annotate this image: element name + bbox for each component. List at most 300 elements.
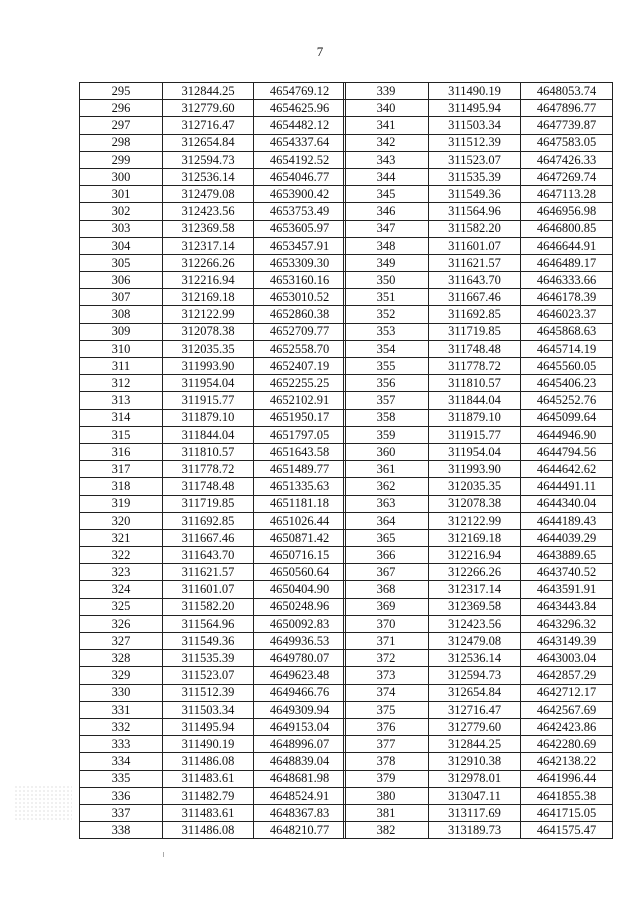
table-row (344, 804, 613, 821)
table-row (344, 151, 613, 168)
x-coordinate-cell: 312479.08 (163, 186, 254, 203)
point-number-cell: 372 (344, 650, 429, 667)
x-coordinate-cell: 311535.39 (163, 650, 254, 667)
x-coordinate-cell: 311993.90 (163, 358, 254, 375)
y-coordinate-cell: 4644491.11 (521, 478, 613, 495)
table-row (344, 375, 613, 392)
x-coordinate-cell: 312594.73 (163, 151, 254, 168)
point-number-cell: 315 (80, 426, 163, 443)
table-row (344, 701, 613, 718)
point-number-cell: 303 (80, 220, 163, 237)
table-row (344, 426, 613, 443)
table-row (344, 289, 613, 306)
x-coordinate-cell: 311582.20 (429, 220, 521, 237)
y-coordinate-cell: 4645406.23 (521, 375, 613, 392)
x-coordinate-cell: 312266.26 (163, 254, 254, 271)
point-number-cell: 327 (80, 633, 163, 650)
point-number-cell: 343 (344, 151, 429, 168)
point-number-cell: 373 (344, 667, 429, 684)
point-number-cell: 364 (344, 512, 429, 529)
table-row (80, 254, 346, 271)
table-row (344, 753, 613, 770)
table-row (80, 83, 346, 100)
point-number-cell: 321 (80, 529, 163, 546)
y-coordinate-cell: 4650871.42 (254, 529, 346, 546)
y-coordinate-cell: 4644642.62 (521, 461, 613, 478)
point-number-cell: 336 (80, 787, 163, 804)
point-number-cell: 368 (344, 581, 429, 598)
y-coordinate-cell: 4647113.28 (521, 186, 613, 203)
x-coordinate-cell: 311954.04 (163, 375, 254, 392)
point-number-cell: 370 (344, 615, 429, 632)
point-number-cell: 381 (344, 804, 429, 821)
y-coordinate-cell: 4644039.29 (521, 529, 613, 546)
point-number-cell: 354 (344, 340, 429, 357)
point-number-cell: 359 (344, 426, 429, 443)
x-coordinate-cell: 313047.11 (429, 787, 521, 804)
table-row (344, 564, 613, 581)
y-coordinate-cell: 4648996.07 (254, 736, 346, 753)
point-number-cell: 350 (344, 272, 429, 289)
y-coordinate-cell: 4650248.96 (254, 598, 346, 615)
x-coordinate-cell: 312716.47 (429, 701, 521, 718)
y-coordinate-cell: 4642280.69 (521, 736, 613, 753)
table-row (80, 220, 346, 237)
x-coordinate-cell: 312779.60 (429, 718, 521, 735)
point-number-cell: 320 (80, 512, 163, 529)
y-coordinate-cell: 4647583.05 (521, 134, 613, 151)
table-row (344, 272, 613, 289)
y-coordinate-cell: 4645099.64 (521, 409, 613, 426)
point-number-cell: 357 (344, 392, 429, 409)
x-coordinate-cell: 311483.61 (163, 804, 254, 821)
point-number-cell: 313 (80, 392, 163, 409)
y-coordinate-cell: 4653010.52 (254, 289, 346, 306)
y-coordinate-cell: 4651489.77 (254, 461, 346, 478)
table-row (344, 306, 613, 323)
point-number-cell: 379 (344, 770, 429, 787)
y-coordinate-cell: 4643003.04 (521, 650, 613, 667)
x-coordinate-cell: 311719.85 (163, 495, 254, 512)
point-number-cell: 374 (344, 684, 429, 701)
x-coordinate-cell: 312122.99 (429, 512, 521, 529)
x-coordinate-cell: 311490.19 (429, 83, 521, 100)
table-row (80, 736, 346, 753)
table-row (80, 667, 346, 684)
table-row (344, 409, 613, 426)
table-row (344, 581, 613, 598)
table-row (344, 168, 613, 185)
point-number-cell: 377 (344, 736, 429, 753)
table-row (80, 168, 346, 185)
table-row (80, 598, 346, 615)
y-coordinate-cell: 4648367.83 (254, 804, 346, 821)
y-coordinate-cell: 4646333.66 (521, 272, 613, 289)
table-row (80, 564, 346, 581)
table-row (80, 237, 346, 254)
y-coordinate-cell: 4654769.12 (254, 83, 346, 100)
y-coordinate-cell: 4653457.91 (254, 237, 346, 254)
scan-artifact-mark (163, 852, 164, 857)
x-coordinate-cell: 313189.73 (429, 822, 521, 839)
y-coordinate-cell: 4650092.83 (254, 615, 346, 632)
x-coordinate-cell: 311643.70 (429, 272, 521, 289)
y-coordinate-cell: 4645560.05 (521, 358, 613, 375)
point-number-cell: 324 (80, 581, 163, 598)
x-coordinate-cell: 311512.39 (163, 684, 254, 701)
table-row (80, 822, 346, 839)
y-coordinate-cell: 4649780.07 (254, 650, 346, 667)
x-coordinate-cell: 311993.90 (429, 461, 521, 478)
point-number-cell: 348 (344, 237, 429, 254)
y-coordinate-cell: 4651950.17 (254, 409, 346, 426)
y-coordinate-cell: 4651181.18 (254, 495, 346, 512)
point-number-cell: 297 (80, 117, 163, 134)
x-coordinate-cell: 312779.60 (163, 100, 254, 117)
y-coordinate-cell: 4652558.70 (254, 340, 346, 357)
table-row (344, 186, 613, 203)
point-number-cell: 380 (344, 787, 429, 804)
point-number-cell: 366 (344, 547, 429, 564)
point-number-cell: 319 (80, 495, 163, 512)
point-number-cell: 382 (344, 822, 429, 839)
x-coordinate-cell: 311621.57 (163, 564, 254, 581)
x-coordinate-cell: 311844.04 (429, 392, 521, 409)
y-coordinate-cell: 4647269.74 (521, 168, 613, 185)
point-number-cell: 365 (344, 529, 429, 546)
x-coordinate-cell: 311486.08 (163, 822, 254, 839)
x-coordinate-cell: 311490.19 (163, 736, 254, 753)
table-row (80, 701, 346, 718)
y-coordinate-cell: 4641855.38 (521, 787, 613, 804)
y-coordinate-cell: 4651026.44 (254, 512, 346, 529)
table-row (80, 409, 346, 426)
y-coordinate-cell: 4648524.91 (254, 787, 346, 804)
table-row (344, 650, 613, 667)
y-coordinate-cell: 4643889.65 (521, 547, 613, 564)
table-row (80, 100, 346, 117)
table-row (80, 770, 346, 787)
table-row (80, 461, 346, 478)
x-coordinate-cell: 312035.35 (429, 478, 521, 495)
x-coordinate-cell: 312317.14 (163, 237, 254, 254)
y-coordinate-cell: 4653605.97 (254, 220, 346, 237)
x-coordinate-cell: 312169.18 (429, 529, 521, 546)
point-number-cell: 318 (80, 478, 163, 495)
table-row (344, 529, 613, 546)
x-coordinate-cell: 311483.61 (163, 770, 254, 787)
point-number-cell: 295 (80, 83, 163, 100)
point-number-cell: 308 (80, 306, 163, 323)
table-row (344, 598, 613, 615)
point-number-cell: 302 (80, 203, 163, 220)
table-row (80, 718, 346, 735)
table-row (80, 375, 346, 392)
table-row (344, 254, 613, 271)
x-coordinate-cell: 311719.85 (429, 323, 521, 340)
table-row (80, 753, 346, 770)
point-number-cell: 317 (80, 461, 163, 478)
y-coordinate-cell: 4651643.58 (254, 443, 346, 460)
x-coordinate-cell: 311549.36 (163, 633, 254, 650)
table-row (344, 100, 613, 117)
x-coordinate-cell: 311482.79 (163, 787, 254, 804)
y-coordinate-cell: 4646644.91 (521, 237, 613, 254)
table-row (344, 220, 613, 237)
table-row (80, 117, 346, 134)
y-coordinate-cell: 4641715.05 (521, 804, 613, 821)
point-number-cell: 346 (344, 203, 429, 220)
x-coordinate-cell: 311844.04 (163, 426, 254, 443)
point-number-cell: 378 (344, 753, 429, 770)
point-number-cell: 322 (80, 547, 163, 564)
x-coordinate-cell: 312978.01 (429, 770, 521, 787)
y-coordinate-cell: 4642857.29 (521, 667, 613, 684)
table-row (344, 615, 613, 632)
x-coordinate-cell: 312266.26 (429, 564, 521, 581)
table-row (80, 684, 346, 701)
x-coordinate-cell: 311778.72 (163, 461, 254, 478)
y-coordinate-cell: 4644340.04 (521, 495, 613, 512)
y-coordinate-cell: 4650716.15 (254, 547, 346, 564)
table-row (344, 392, 613, 409)
y-coordinate-cell: 4652860.38 (254, 306, 346, 323)
point-number-cell: 304 (80, 237, 163, 254)
point-number-cell: 356 (344, 375, 429, 392)
point-number-cell: 300 (80, 168, 163, 185)
point-number-cell: 296 (80, 100, 163, 117)
x-coordinate-cell: 312536.14 (163, 168, 254, 185)
coordinates-table-right (343, 82, 613, 839)
y-coordinate-cell: 4650560.64 (254, 564, 346, 581)
x-coordinate-cell: 311810.57 (163, 443, 254, 460)
point-number-cell: 345 (344, 186, 429, 203)
point-number-cell: 328 (80, 650, 163, 667)
table-row (344, 358, 613, 375)
y-coordinate-cell: 4653753.49 (254, 203, 346, 220)
point-number-cell: 307 (80, 289, 163, 306)
y-coordinate-cell: 4643740.52 (521, 564, 613, 581)
y-coordinate-cell: 4652102.91 (254, 392, 346, 409)
table-row (344, 478, 613, 495)
point-number-cell: 330 (80, 684, 163, 701)
x-coordinate-cell: 312169.18 (163, 289, 254, 306)
x-coordinate-cell: 311879.10 (163, 409, 254, 426)
point-number-cell: 355 (344, 358, 429, 375)
x-coordinate-cell: 312216.94 (163, 272, 254, 289)
point-number-cell: 332 (80, 718, 163, 735)
x-coordinate-cell: 312716.47 (163, 117, 254, 134)
table-row (344, 512, 613, 529)
x-coordinate-cell: 312910.38 (429, 753, 521, 770)
table-row (80, 134, 346, 151)
y-coordinate-cell: 4654337.64 (254, 134, 346, 151)
y-coordinate-cell: 4642567.69 (521, 701, 613, 718)
y-coordinate-cell: 4644189.43 (521, 512, 613, 529)
point-number-cell: 334 (80, 753, 163, 770)
table-row (344, 718, 613, 735)
table-row (344, 684, 613, 701)
y-coordinate-cell: 4648681.98 (254, 770, 346, 787)
x-coordinate-cell: 311643.70 (163, 547, 254, 564)
x-coordinate-cell: 311915.77 (429, 426, 521, 443)
y-coordinate-cell: 4647739.87 (521, 117, 613, 134)
table-row (344, 443, 613, 460)
table-row (80, 323, 346, 340)
y-coordinate-cell: 4642423.86 (521, 718, 613, 735)
page-number: 7 (316, 44, 324, 59)
y-coordinate-cell: 4647426.33 (521, 151, 613, 168)
y-coordinate-cell: 4645714.19 (521, 340, 613, 357)
x-coordinate-cell: 311692.85 (163, 512, 254, 529)
y-coordinate-cell: 4644794.56 (521, 443, 613, 460)
y-coordinate-cell: 4649466.76 (254, 684, 346, 701)
y-coordinate-cell: 4648839.04 (254, 753, 346, 770)
table-row (80, 340, 346, 357)
y-coordinate-cell: 4643296.32 (521, 615, 613, 632)
x-coordinate-cell: 311748.48 (429, 340, 521, 357)
x-coordinate-cell: 312423.56 (429, 615, 521, 632)
y-coordinate-cell: 4641996.44 (521, 770, 613, 787)
y-coordinate-cell: 4646956.98 (521, 203, 613, 220)
y-coordinate-cell: 4649936.53 (254, 633, 346, 650)
point-number-cell: 362 (344, 478, 429, 495)
point-number-cell: 325 (80, 598, 163, 615)
y-coordinate-cell: 4642138.22 (521, 753, 613, 770)
point-number-cell: 326 (80, 615, 163, 632)
table-row (80, 151, 346, 168)
table-row (80, 512, 346, 529)
y-coordinate-cell: 4653160.16 (254, 272, 346, 289)
point-number-cell: 352 (344, 306, 429, 323)
x-coordinate-cell: 311582.20 (163, 598, 254, 615)
point-number-cell: 344 (344, 168, 429, 185)
x-coordinate-cell: 311564.96 (429, 203, 521, 220)
table-row (344, 83, 613, 100)
table-row (344, 203, 613, 220)
x-coordinate-cell: 311778.72 (429, 358, 521, 375)
x-coordinate-cell: 312216.94 (429, 547, 521, 564)
table-row (80, 478, 346, 495)
point-number-cell: 337 (80, 804, 163, 821)
x-coordinate-cell: 311810.57 (429, 375, 521, 392)
point-number-cell: 347 (344, 220, 429, 237)
point-number-cell: 353 (344, 323, 429, 340)
x-coordinate-cell: 311601.07 (163, 581, 254, 598)
y-coordinate-cell: 4654482.12 (254, 117, 346, 134)
y-coordinate-cell: 4650404.90 (254, 581, 346, 598)
table-row (344, 495, 613, 512)
y-coordinate-cell: 4644946.90 (521, 426, 613, 443)
x-coordinate-cell: 311667.46 (429, 289, 521, 306)
x-coordinate-cell: 312078.38 (163, 323, 254, 340)
point-number-cell: 311 (80, 358, 163, 375)
table-row (344, 340, 613, 357)
x-coordinate-cell: 311495.94 (429, 100, 521, 117)
table-row (344, 787, 613, 804)
point-number-cell: 314 (80, 409, 163, 426)
y-coordinate-cell: 4643149.39 (521, 633, 613, 650)
x-coordinate-cell: 312317.14 (429, 581, 521, 598)
point-number-cell: 375 (344, 701, 429, 718)
point-number-cell: 341 (344, 117, 429, 134)
x-coordinate-cell: 313117.69 (429, 804, 521, 821)
point-number-cell: 361 (344, 461, 429, 478)
x-coordinate-cell: 312594.73 (429, 667, 521, 684)
table-row (80, 203, 346, 220)
x-coordinate-cell: 311503.34 (429, 117, 521, 134)
scan-artifact (14, 785, 72, 821)
table-row (80, 804, 346, 821)
table-row (344, 633, 613, 650)
y-coordinate-cell: 4654046.77 (254, 168, 346, 185)
y-coordinate-cell: 4645868.63 (521, 323, 613, 340)
x-coordinate-cell: 311495.94 (163, 718, 254, 735)
y-coordinate-cell: 4647896.77 (521, 100, 613, 117)
point-number-cell: 340 (344, 100, 429, 117)
table-row (80, 787, 346, 804)
point-number-cell: 376 (344, 718, 429, 735)
x-coordinate-cell: 311523.07 (163, 667, 254, 684)
y-coordinate-cell: 4646023.37 (521, 306, 613, 323)
x-coordinate-cell: 312654.84 (163, 134, 254, 151)
table-row (80, 547, 346, 564)
table-row (344, 117, 613, 134)
table-row (344, 461, 613, 478)
x-coordinate-cell: 311915.77 (163, 392, 254, 409)
x-coordinate-cell: 311523.07 (429, 151, 521, 168)
y-coordinate-cell: 4651797.05 (254, 426, 346, 443)
x-coordinate-cell: 312035.35 (163, 340, 254, 357)
x-coordinate-cell: 312844.25 (429, 736, 521, 753)
table-row (344, 822, 613, 839)
y-coordinate-cell: 4651335.63 (254, 478, 346, 495)
point-number-cell: 310 (80, 340, 163, 357)
x-coordinate-cell: 312078.38 (429, 495, 521, 512)
table-row (80, 306, 346, 323)
y-coordinate-cell: 4654192.52 (254, 151, 346, 168)
y-coordinate-cell: 4645252.76 (521, 392, 613, 409)
y-coordinate-cell: 4643591.91 (521, 581, 613, 598)
table-row (80, 529, 346, 546)
coordinates-table-left (79, 82, 346, 839)
point-number-cell: 298 (80, 134, 163, 151)
point-number-cell: 305 (80, 254, 163, 271)
x-coordinate-cell: 311601.07 (429, 237, 521, 254)
table-row (80, 443, 346, 460)
x-coordinate-cell: 312369.58 (429, 598, 521, 615)
point-number-cell: 299 (80, 151, 163, 168)
point-number-cell: 323 (80, 564, 163, 581)
x-coordinate-cell: 312654.84 (429, 684, 521, 701)
y-coordinate-cell: 4646178.39 (521, 289, 613, 306)
point-number-cell: 367 (344, 564, 429, 581)
x-coordinate-cell: 311549.36 (429, 186, 521, 203)
x-coordinate-cell: 311667.46 (163, 529, 254, 546)
table-row (80, 272, 346, 289)
point-number-cell: 371 (344, 633, 429, 650)
point-number-cell: 301 (80, 186, 163, 203)
y-coordinate-cell: 4646800.85 (521, 220, 613, 237)
table-row (344, 547, 613, 564)
table-row (80, 615, 346, 632)
point-number-cell: 333 (80, 736, 163, 753)
x-coordinate-cell: 312479.08 (429, 633, 521, 650)
table-row (80, 581, 346, 598)
point-number-cell: 331 (80, 701, 163, 718)
y-coordinate-cell: 4649309.94 (254, 701, 346, 718)
point-number-cell: 358 (344, 409, 429, 426)
